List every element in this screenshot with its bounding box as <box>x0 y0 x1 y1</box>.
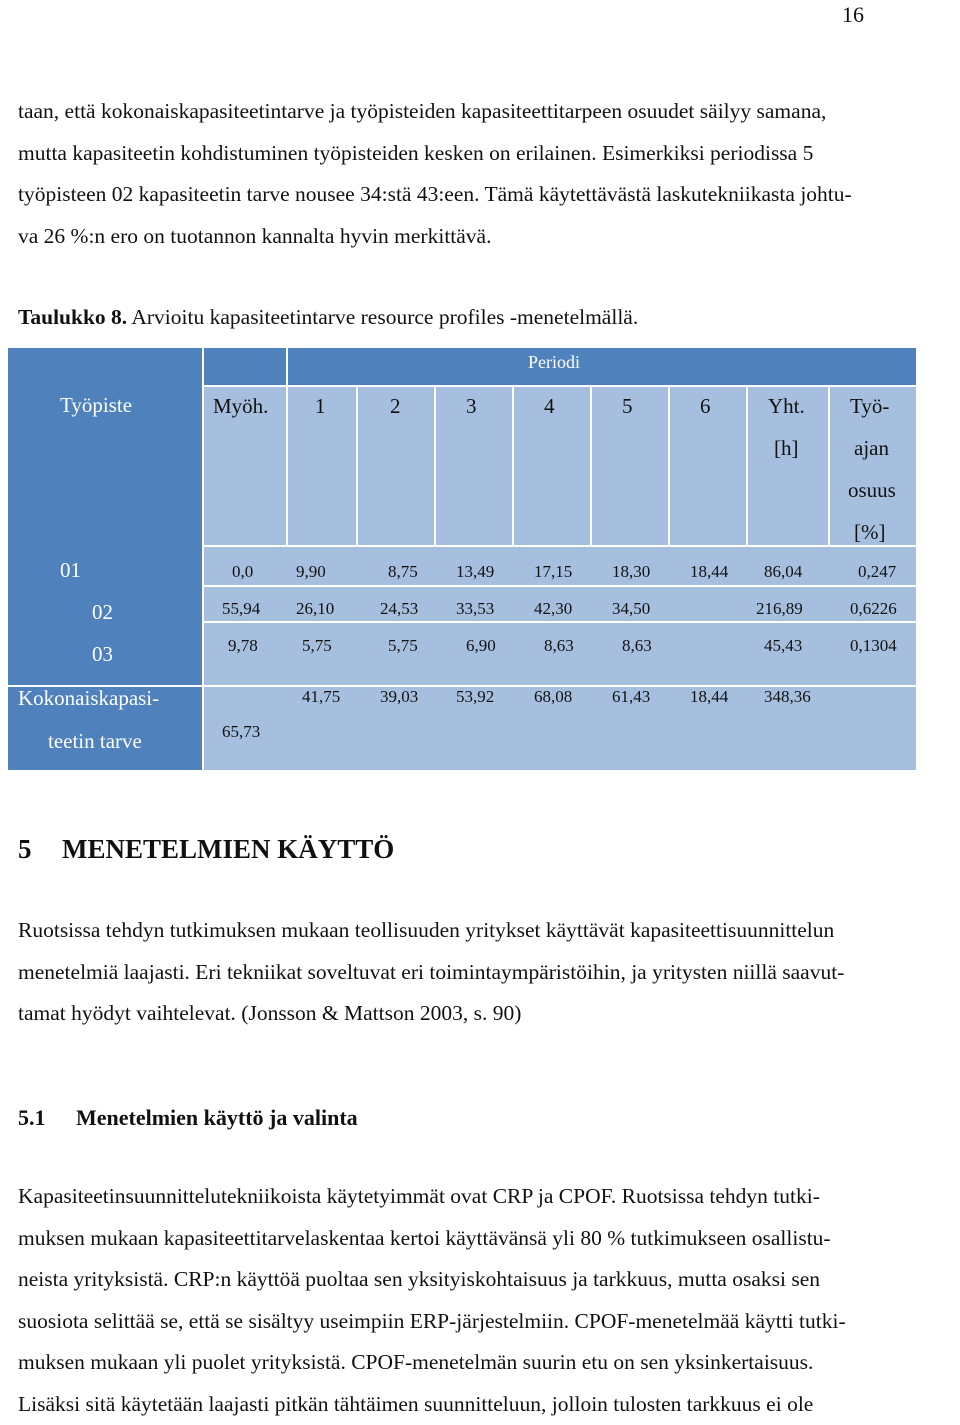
cell-total-p1: 41,75 <box>302 687 340 707</box>
page-number: 16 <box>842 2 864 28</box>
table-caption-label: Taulukko 8. <box>18 305 127 329</box>
row-name-01: 01 <box>60 558 81 583</box>
text-line: va 26 %:n ero on tuotannon kannalta hyvin merkittävä. <box>18 216 958 258</box>
col-header-3: 3 <box>466 394 477 419</box>
section5-1-paragraph <box>18 1176 958 1425</box>
cell-01-yht: 86,04 <box>764 562 802 582</box>
cell-03-p1: 5,75 <box>302 636 332 656</box>
intro-paragraph <box>18 91 958 257</box>
cell-03-p4: 8,63 <box>544 636 574 656</box>
section-heading-5 <box>18 834 394 865</box>
total-name-line1: Kokonaiskapasi- <box>18 686 159 711</box>
cell-02-p2: 24,53 <box>380 599 418 619</box>
cell-total-p5: 61,43 <box>612 687 650 707</box>
periodi-label: Periodi <box>528 352 580 373</box>
cell-01-p1: 9,90 <box>296 562 326 582</box>
col-header-tyo: Työ- <box>850 394 889 419</box>
cell-03-myoh: 9,78 <box>228 636 258 656</box>
col-header-yht: Yht. <box>768 394 805 419</box>
section5-paragraph <box>18 910 958 1035</box>
col-header-6: 6 <box>700 394 711 419</box>
cell-01-p4: 17,15 <box>534 562 572 582</box>
cell-03-p5: 8,63 <box>622 636 652 656</box>
text-line: Lisäksi sitä käytetään laajasti pitkän tähtäimen suunnitteluun, jolloin tulosten tarkkuus ei ole <box>18 1384 958 1425</box>
col-subheader-ajan: ajan <box>854 436 889 461</box>
text-line: menetelmiä laajasti. Eri tekniikat soveltuvat eri toimintaympäristöihin, ja yritysten niillä saavut- <box>18 952 958 994</box>
total-name-line2: teetin tarve <box>48 729 142 754</box>
cell-02-p4: 42,30 <box>534 599 572 619</box>
table-caption <box>18 305 638 330</box>
section-title: MENETELMIEN KÄYTTÖ <box>62 834 394 864</box>
section-title: Menetelmien käyttö ja valinta <box>76 1105 358 1130</box>
cell-03-p3: 6,90 <box>466 636 496 656</box>
text-line: muksen mukaan yli puolet yrityksistä. CPOF-menetelmän suurin etu on sen yksinkertaisuus. <box>18 1342 958 1384</box>
cell-03-p2: 5,75 <box>388 636 418 656</box>
text-line: suosiota selittää se, että se sisältyy useimpiin ERP-järjestelmiin. CPOF-menetelmää käytti tutki- <box>18 1301 958 1343</box>
cell-total-p6: 18,44 <box>690 687 728 707</box>
row-name-02: 02 <box>92 600 113 625</box>
cell-02-osuus: 0,6226 <box>850 599 897 619</box>
periodi-header-cell <box>288 348 916 385</box>
table-caption-text: Arvioitu kapasiteetintarve resource profiles -menetelmällä. <box>131 305 638 329</box>
cell-total-p3: 53,92 <box>456 687 494 707</box>
text-line: taan, että kokonaiskapasiteetintarve ja työpisteiden kapasiteettitarpeen osuudet säilyy samana, <box>18 91 958 133</box>
corner-cell <box>204 348 286 385</box>
text-line: työpisteen 02 kapasiteetin tarve nousee 34:stä 43:een. Tämä käytettävästä laskutekniikasta johtu- <box>18 174 958 216</box>
cell-01-osuus: 0,247 <box>858 562 896 582</box>
cell-02-p1: 26,10 <box>296 599 334 619</box>
col-header-myoh: Myöh. <box>213 394 268 419</box>
cell-02-yht: 216,89 <box>756 599 803 619</box>
cell-02-p3: 33,53 <box>456 599 494 619</box>
tyopiste-label: Työpiste <box>60 393 132 418</box>
cell-02-p5: 34,50 <box>612 599 650 619</box>
capacity-table <box>8 348 916 770</box>
cell-total-yht: 348,36 <box>764 687 811 707</box>
text-line: mutta kapasiteetin kohdistuminen työpisteiden kesken on erilainen. Esimerkiksi periodissa 5 <box>18 133 958 175</box>
col-header-4: 4 <box>544 394 555 419</box>
text-line: tamat hyödyt vaihtelevat. (Jonsson & Mattson 2003, s. 90) <box>18 993 958 1035</box>
text-line: Kapasiteetinsuunnittelutekniikoista käytetyimmät ovat CRP ja CPOF. Ruotsissa tehdyn tutki- <box>18 1176 958 1218</box>
col-subheader-h: [h] <box>774 436 799 461</box>
col-header-1: 1 <box>315 394 326 419</box>
col-header-2: 2 <box>390 394 401 419</box>
section-number: 5 <box>18 834 62 865</box>
cell-total-p4: 68,08 <box>534 687 572 707</box>
cell-01-p6: 18,44 <box>690 562 728 582</box>
row-name-03: 03 <box>92 642 113 667</box>
cell-02-myoh: 55,94 <box>222 599 260 619</box>
cell-03-yht: 45,43 <box>764 636 802 656</box>
cell-total-p2: 39,03 <box>380 687 418 707</box>
cell-01-p5: 18,30 <box>612 562 650 582</box>
cell-01-p3: 13,49 <box>456 562 494 582</box>
cell-01-myoh: 0,0 <box>232 562 253 582</box>
section-heading-5-1 <box>18 1105 358 1131</box>
cell-01-p2: 8,75 <box>388 562 418 582</box>
text-line: Ruotsissa tehdyn tutkimuksen mukaan teollisuuden yritykset käyttävät kapasiteettisuunnittelun <box>18 910 958 952</box>
cell-total-myoh: 65,73 <box>222 722 260 742</box>
section-number: 5.1 <box>18 1105 76 1131</box>
cell-03-osuus: 0,1304 <box>850 636 897 656</box>
text-line: neista yrityksistä. CRP:n käyttöä puoltaa sen yksityiskohtaisuus ja tarkkuus, mutta osaksi sen <box>18 1259 958 1301</box>
text-line: muksen mukaan kapasiteettitarvelaskentaa kertoi käyttävänsä yli 80 % tutkimukseen osallistu- <box>18 1218 958 1260</box>
col-subheader-osuus: osuus <box>848 478 896 503</box>
col-subheader-percent: [%] <box>854 520 885 545</box>
col-header-5: 5 <box>622 394 633 419</box>
